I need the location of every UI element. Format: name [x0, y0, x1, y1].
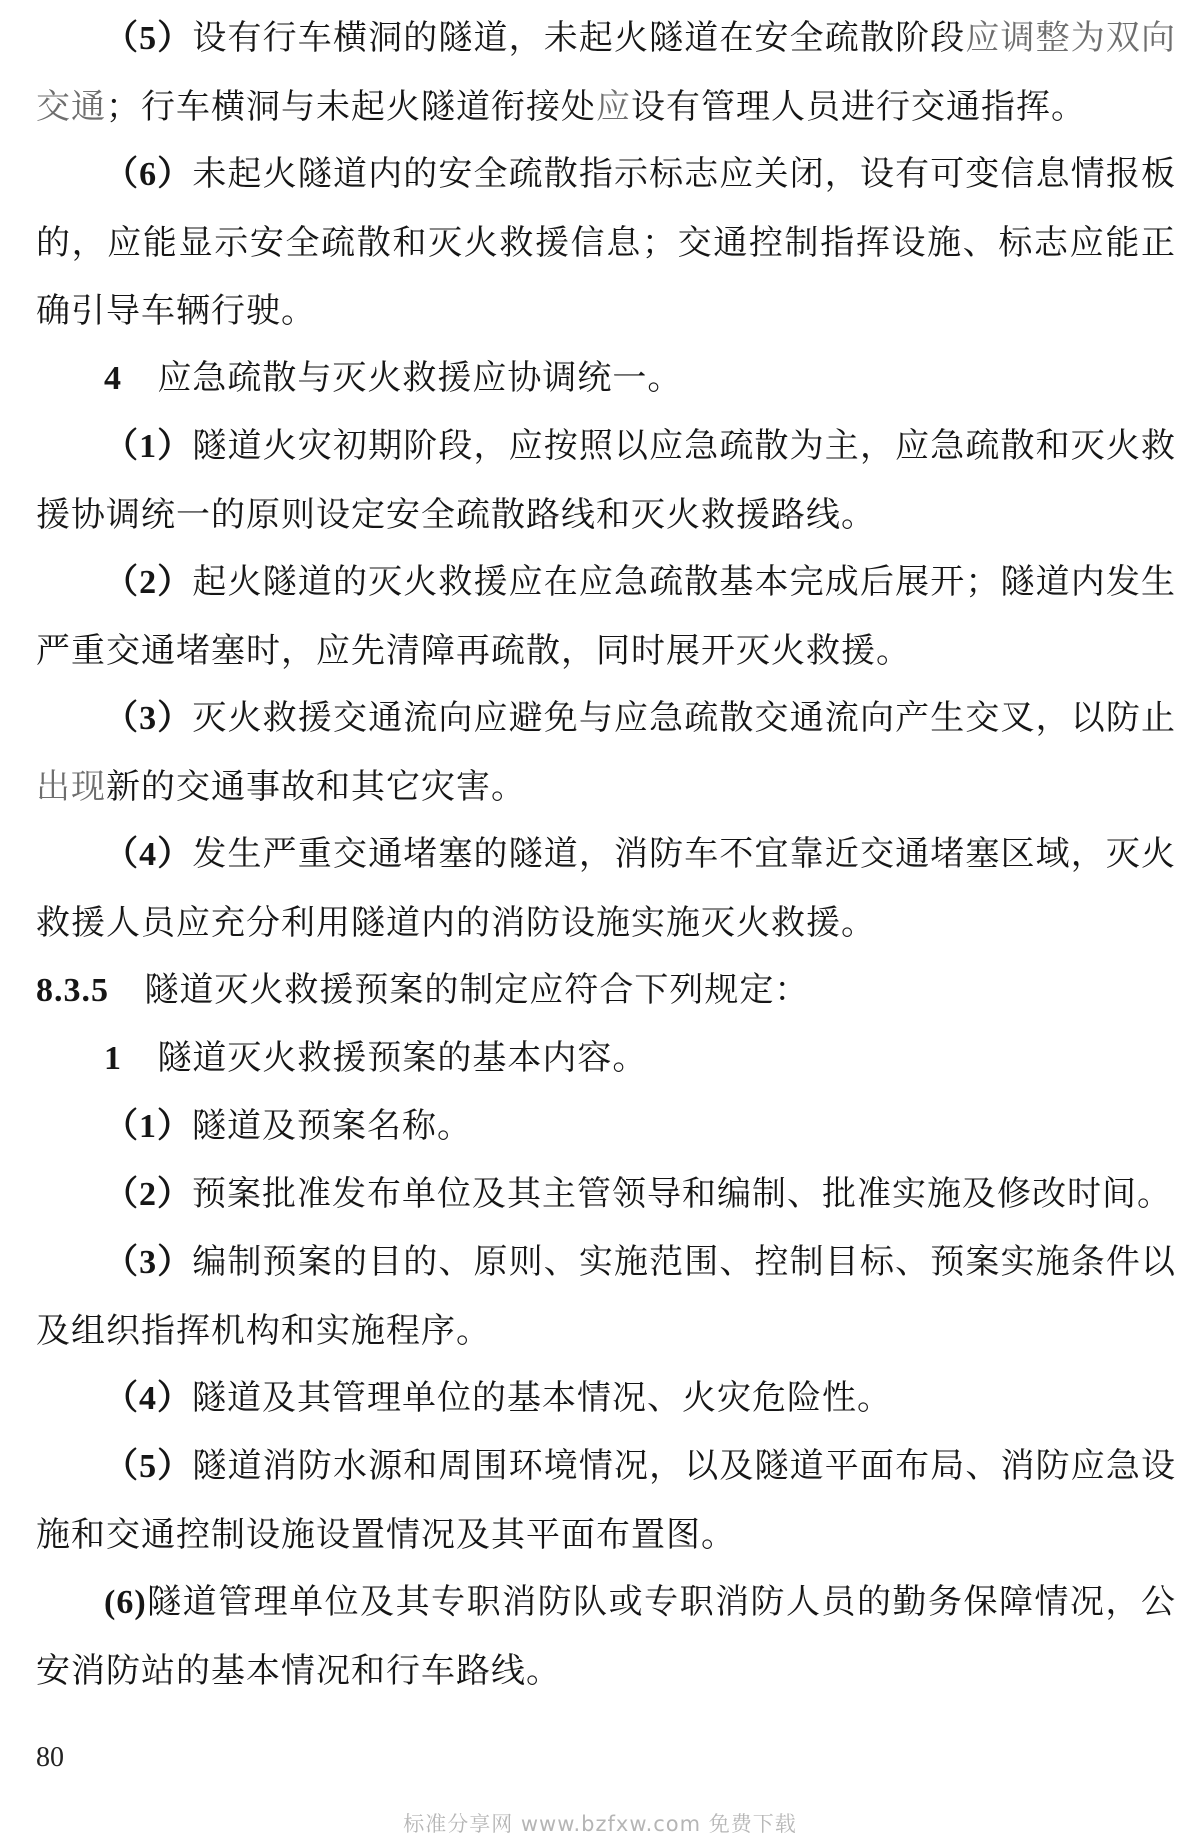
paragraph-text: 隧道火灾初期阶段，应按照以应急疏散为主，应急疏散和灭火救援协调统一的原则设定安全疏散路线和灭火救援路线。	[36, 426, 1177, 535]
paragraph-5-water-sources	[36, 1432, 1176, 1569]
faded-text: 应调整为双向交通	[36, 18, 1177, 127]
paragraph-text: 隧道及其管理单位的基本情况、火灾危险性。	[192, 1378, 892, 1418]
paragraph-1-initial-stage	[36, 412, 1176, 549]
paragraph-3-traffic-flow	[36, 684, 1176, 821]
paragraph-6-evacuation-signs	[36, 140, 1176, 345]
paragraph-3-purpose	[36, 1228, 1176, 1365]
paragraph-2-rescue-after-evacuation	[36, 548, 1176, 685]
paragraph-text: 预案批准发布单位及其主管领导和编制、批准实施及修改时间。	[192, 1174, 1172, 1214]
section-8-3-5-heading	[36, 956, 1176, 1025]
item-number: 1	[104, 1040, 122, 1077]
clause-4-coordination	[36, 344, 1176, 413]
paragraph-text: 设有管理人员进行交通指挥。	[631, 87, 1086, 127]
item-number: （5）	[104, 20, 193, 57]
item-number: （3）	[104, 700, 193, 737]
paragraph-text: 编制预案的目的、原则、实施范围、控制目标、预案实施条件以及组织指挥机构和实施程序。	[36, 1242, 1177, 1351]
item-number: （3）	[104, 1244, 193, 1281]
item-number: （6）	[104, 156, 193, 193]
paragraph-text: 隧道管理单位及其专职消防队或专职消防人员的勤务保障情况，公安消防站的基本情况和行车路线。	[36, 1582, 1176, 1691]
watermark-text: 标准分享网 www.bzfxw.com 免费下载	[403, 1812, 797, 1836]
paragraph-text: 隧道灭火救援预案的基本内容。	[157, 1038, 648, 1078]
paragraph-6-fire-brigade	[36, 1568, 1176, 1705]
page-number: 80	[36, 1742, 64, 1773]
item-number: (6)	[104, 1584, 147, 1621]
paragraph-text: 起火隧道的灭火救援应在应急疏散基本完成后展开；隧道内发生严重交通堵塞时，应先清障再疏散，同时展开灭火救援。	[36, 562, 1177, 671]
paragraph-1-plan-name	[36, 1092, 1176, 1161]
paragraph-text: 灭火救援交通流向应避免与应急疏散交通流向产生交叉，以防止	[192, 698, 1177, 738]
paragraph-text: ；行车横洞与未起火隧道衔接处	[106, 87, 596, 127]
section-number: 8.3.5	[36, 972, 109, 1009]
paragraph-text: 新的交通事故和其它灾害。	[106, 767, 526, 807]
item-number: （2）	[104, 1176, 192, 1213]
faded-text: 应	[596, 87, 631, 127]
paragraph-text: 隧道消防水源和周围环境情况，以及隧道平面布局、消防应急设施和交通控制设施设置情况及其平面布置图。	[36, 1446, 1177, 1555]
paragraph-5-two-way-traffic	[36, 4, 1176, 141]
paragraph-text: 设有行车横洞的隧道，未起火隧道在安全疏散阶段	[192, 18, 966, 58]
item-number: （1）	[104, 428, 193, 465]
paragraph-4-traffic-jam	[36, 820, 1176, 957]
item-number: （4）	[104, 1380, 192, 1417]
paragraph-text: 隧道灭火救援预案的制定应符合下列规定：	[144, 970, 810, 1010]
paragraph-text: 应急疏散与灭火救援应协调统一。	[157, 358, 683, 398]
clause-1-plan-contents	[36, 1024, 1176, 1093]
paragraph-text: 发生严重交通堵塞的隧道，消防车不宜靠近交通堵塞区域，灭火救援人员应充分利用隧道内的消防设施实施灭火救援。	[36, 834, 1177, 943]
paragraph-text: 隧道及预案名称。	[192, 1106, 472, 1146]
item-number: 4	[104, 360, 122, 397]
paragraph-2-approval	[36, 1160, 1176, 1229]
faded-text: 出现	[36, 767, 106, 807]
paragraph-text: 未起火隧道内的安全疏散指示标志应关闭，设有可变信息情报板的，应能显示安全疏散和灭火救援信息；交通控制指挥设施、标志应能正确引导车辆行驶。	[36, 154, 1177, 331]
item-number: （1）	[104, 1108, 192, 1145]
item-number: （4）	[104, 836, 193, 873]
item-number: （2）	[104, 564, 193, 601]
paragraph-4-basic-info	[36, 1364, 1176, 1433]
item-number: （5）	[104, 1448, 193, 1485]
